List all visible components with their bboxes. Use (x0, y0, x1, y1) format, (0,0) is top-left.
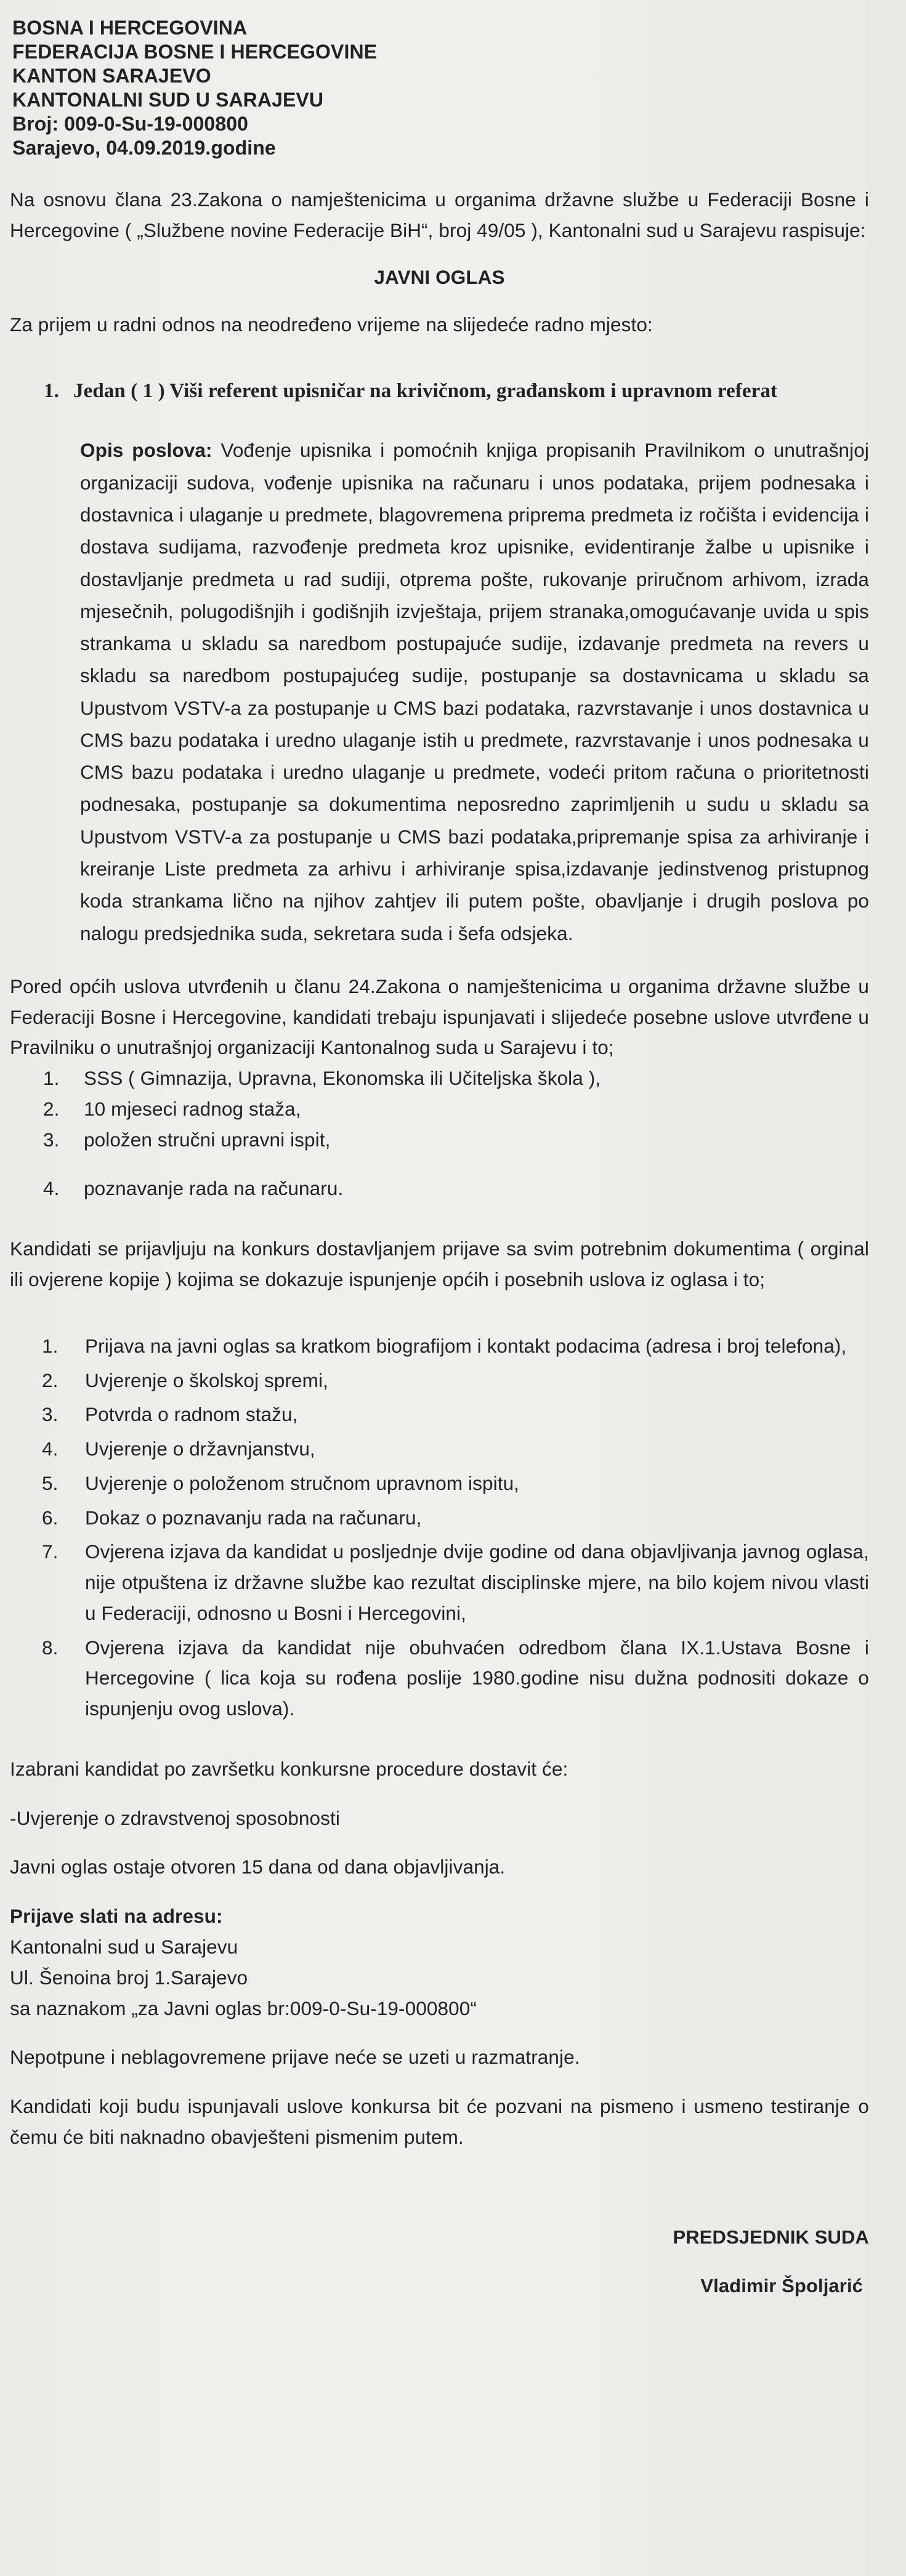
selected-candidate-document: -Uvjerenje o zdravstvenoj sposobnosti (10, 1806, 340, 1829)
conditions-intro: Pored općih uslova utvrđenih u članu 24.Zakona o namještenicima u organima državne službe u Federaciji Bosne i Hercegovine, kandidati trebaju ispunjavati i slijedeće posebne uslove utvrđene u Pravilniku o unutrašnjoj organizaciji Kantonalnog suda u Sarajevu i to; (10, 975, 869, 1059)
testing-note: Kandidati koji budu ispunjavali uslove konkursa bit će pozvani na pismeno i usmeno testiranje o čemu će biti naknadno obavješteni pismenim putem. (10, 2095, 869, 2148)
requirement-text: položen stručni upravni ispit, (84, 1128, 331, 1151)
requirement-number: 1. (43, 1067, 60, 1090)
document-item (10, 1331, 869, 1362)
document-number: 3. (42, 1403, 59, 1426)
document-item (10, 1434, 869, 1465)
address-label: Prijave slati na adresu: (10, 1905, 223, 1928)
document-item (10, 1399, 869, 1430)
announcement-subtitle: Za prijem u radni odnos na neodređeno vrijeme na slijedeće radno mjesto: (10, 313, 653, 336)
required-documents-list (10, 1331, 869, 1725)
document-text: Prijava na javni oglas sa kratkom biografijom i kontakt podacima (adresa i broj telefona), (85, 1334, 847, 1357)
job-duties (80, 434, 869, 949)
position-number: 1. (44, 380, 59, 403)
document-text: Uvjerenje o školskoj spremi, (85, 1369, 328, 1391)
header-federation: FEDERACIJA BOSNE I HERCEGOVINE (12, 41, 378, 63)
requirement-item (10, 1173, 869, 1204)
position-title: Jedan ( 1 ) Viši referent upisničar na krivičnom, građanskom i upravnom referat (73, 380, 778, 403)
address-block (10, 1901, 869, 2024)
document-text: Dokaz o poznavanju rada na računaru, (85, 1506, 422, 1529)
duties-text: Vođenje upisnika i pomoćnih knjiga propisanih Pravilnikom o unutrašnjoj organizaciji sudova, vođenje upisnika na računaru i unos podataka, prijem podnesaka i dostavnica i ulaganje u predmete, blagovremena priprema predmeta iz ročišta i evidencija i dostava sudijama, razvođenje predmeta kroz upisnike, evidentiranje žalbe u upisnike i dostavljanje predmeta u rad sudiji, otprema pošte, rukovanje priručnom arhivom, izrada mjesečnih, polugodišnjih i godišnjih izvještaja, prijem stranaka,omogućavanje uvida u spis strankama u skladu sa naredbom postupajuće sudije, izdavanje predmeta na revers u skladu sa naredbom postupajućeg sudije, postupanje sa dostavnicama u skladu sa Upustvom VSTV-a za postupanje u CMS bazi podataka, razvrstavanje i unos dostavnica u CMS bazu podataka i uredno ulaganje istih u predmete, razvrstavanje i unos podnesaka u CMS bazu podataka i uredno ulaganje u predmete, vodeći pritom računa o prioritetnosti podnesaka, postupanje sa dokumentima neposredno zaprimljenih u sudu u skladu sa Upustvom VSTV-a za postupanje u CMS bazi podataka,pripremanje spisa za arhiviranje i kreiranje Liste predmeta za arhivu i arhiviranje spisa,izdavanje jedinstvenog pristupnog koda strankama lično na njihov zahtjev ili putem pošte, obavljanje i drugih poslova po nalogu predsjednika suda, sekretara suda i šefa odsjeka. (80, 439, 869, 944)
document-item (10, 1537, 869, 1628)
document-text: Uvjerenje o položenom stručnom upravnom ispitu, (85, 1471, 520, 1494)
selected-candidate-intro: Izabrani kandidat po završetku konkursne procedure dostavit će: (10, 1757, 568, 1780)
position-item (10, 375, 869, 407)
address-line: Ul. Šenoina broj 1.Sarajevo (10, 1966, 248, 1989)
document-item (10, 1633, 869, 1725)
header-place-date: Sarajevo, 04.09.2019.godine (12, 137, 276, 159)
announcement-title: JAVNI OGLAS (374, 265, 505, 288)
document-number: 2. (42, 1369, 59, 1391)
requirement-item (10, 1094, 869, 1125)
job-announcement (10, 16, 869, 2301)
signature-block (10, 2222, 869, 2301)
incomplete-applications-note: Nepotpune i neblagovremene prijave neće se uzeti u razmatranje. (10, 2046, 580, 2069)
document-number: 6. (42, 1506, 59, 1529)
signature-role: PREDSJEDNIK SUDA (673, 2226, 869, 2248)
document-number: 4. (42, 1438, 59, 1460)
address-line: sa naznakom „za Javni oglas br:009-0-Su-19-000800“ (10, 1997, 477, 2019)
requirement-text: poznavanje rada na računaru. (84, 1177, 344, 1200)
requirement-item (10, 1063, 869, 1094)
header-reference-number: Broj: 009-0-Su-19-000800 (12, 113, 249, 135)
requirement-item (10, 1125, 869, 1156)
header-canton: KANTON SARAJEVO (12, 65, 211, 87)
document-number: 5. (42, 1471, 59, 1494)
document-number: 1. (42, 1334, 59, 1357)
document-text: Uvjerenje o državnjanstvu, (85, 1438, 315, 1460)
application-intro: Kandidati se prijavljuju na konkurs dostavljanjem prijave sa svim potrebnim dokumentima ( orginal ili ovjerene kopije ) kojima se dokazuje ispunjenje općih i posebnih uslova iz oglasa i to; (10, 1238, 869, 1290)
address-line: Kantonalni sud u Sarajevu (10, 1936, 238, 1958)
requirement-number: 2. (43, 1097, 60, 1120)
open-period: Javni oglas ostaje otvoren 15 dana od dana objavljivanja. (10, 1856, 506, 1878)
requirement-number: 3. (43, 1128, 60, 1151)
requirement-number: 4. (43, 1177, 60, 1200)
document-text: Ovjerena izjava da kandidat u posljednje dvije godine od dana objavljivanja javnog oglasa, nije otpuštena iz državne službe kao rezultat disciplinske mjere, na bilo kojem nivou vlasti u Federaciji, odnosno u Bosni i Hercegovini, (85, 1540, 869, 1624)
header-court: KANTONALNI SUD U SARAJEVU (12, 89, 324, 111)
document-header (12, 16, 869, 160)
requirements-list (10, 1063, 869, 1204)
requirement-text: SSS ( Gimnazija, Upravna, Ekonomska ili Učiteljska škola ), (84, 1067, 601, 1090)
intro-paragraph: Na osnovu člana 23.Zakona o namještenicima u organima državne službe u Federaciji Bosne i Hercegovine ( „Službene novine Federacije BiH“, broj 49/05 ), Kantonalni sud u Sarajevu raspisuje: (10, 188, 869, 241)
document-item (10, 1366, 869, 1396)
document-number: 7. (42, 1540, 59, 1563)
document-text: Ovjerena izjava da kandidat nije obuhvaćen odredbom člana IX.1.Ustava Bosne i Hercegovine ( lica koja su rođena poslije 1980.godine nisu dužna podnositi dokaze o ispunjenju ovog uslova). (85, 1636, 869, 1720)
duties-label: Opis poslova: (80, 439, 212, 462)
document-item (10, 1503, 869, 1534)
signature-name: Vladimir Špoljarić (700, 2275, 863, 2297)
header-country: BOSNA I HERCEGOVINA (12, 17, 248, 39)
requirement-text: 10 mjeseci radnog staža, (84, 1097, 301, 1120)
document-text: Potvrda o radnom stažu, (85, 1403, 298, 1426)
document-item (10, 1468, 869, 1499)
document-number: 8. (42, 1636, 59, 1659)
